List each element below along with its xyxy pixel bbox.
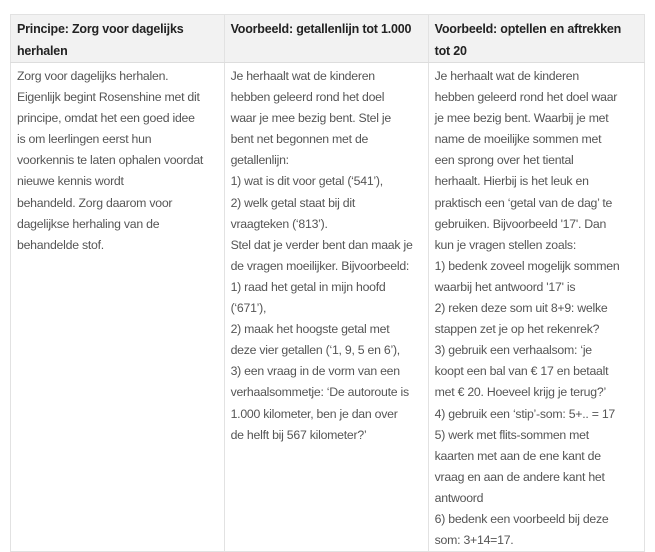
text-line: waar je mee bezig bent. Stel je <box>230 111 391 126</box>
text-line: kun je vragen stellen zoals: <box>434 237 576 252</box>
text-line: de vragen moeilijker. Bijvoorbeeld: <box>230 258 410 273</box>
text-line: Je herhaalt wat de kinderen <box>230 69 375 83</box>
text-line: tot 20 <box>434 44 467 58</box>
text-line: gebruiken. Bijvoorbeeld '17'. Dan <box>434 216 607 231</box>
text-line: Voorbeeld: optellen en aftrekken <box>434 22 622 36</box>
text-line: principe, omdat het een goed idee <box>17 111 195 126</box>
text-line: deze vier getallen (‘1, 9, 5 en 6’), <box>230 343 400 358</box>
text-line: herhaalt. Hierbij is het leuk en <box>434 174 589 189</box>
text-line: 2) welk getal staat bij dit <box>230 195 356 210</box>
text-line: 2) maak het hoogste getal met <box>230 322 390 337</box>
text-line: antwoord <box>434 490 484 505</box>
text-line: Stel dat je verder bent dan maak je <box>230 237 413 252</box>
text-line: vraagteken (‘813’). <box>230 216 328 231</box>
text-line: dagelijkse herhaling van de <box>17 216 160 231</box>
principle-table <box>10 14 645 552</box>
header-principle <box>11 15 225 63</box>
text-line: herhalen <box>17 44 68 58</box>
text-line: 1) wat is dit voor getal (‘541’), <box>230 174 383 189</box>
text-line: een sprong over het tiental <box>434 153 574 168</box>
text-line: nieuwe kennis wordt <box>17 174 124 189</box>
text-line: koopt een bal van € 17 en betaalt <box>434 364 609 379</box>
text-line: Zorg voor dagelijks herhalen. <box>17 69 169 83</box>
text-line: kaarten met aan de ene kant de <box>434 448 601 463</box>
text-line: 1.000 kilometer, ben je dan over <box>230 406 398 421</box>
text-line: 3) gebruik een verhaalsom: ‘je <box>434 343 592 358</box>
text-line: 1) raad het getal in mijn hoofd <box>230 279 386 294</box>
text-line: je mee bezig bent. Waarbij je met <box>434 111 609 126</box>
text-line: 2) reken deze som uit 8+9: welke <box>434 301 608 316</box>
text-line: waarbij het antwoord '17' is <box>434 279 576 294</box>
text-line: hebben geleerd rond het doel waar <box>434 90 618 105</box>
text-line: praktisch een ‘getal van de dag’ te <box>434 195 613 210</box>
text-line: behandelde stof. <box>17 237 104 252</box>
header-row <box>11 15 645 63</box>
text-line: Je herhaalt wat de kinderen <box>434 69 579 83</box>
text-line: met € 20. Hoeveel krijg je terug?’ <box>434 385 606 400</box>
text-line: (‘671’), <box>230 301 267 316</box>
text-line: is om leerlingen eerst hun <box>17 132 152 147</box>
table-row <box>11 63 645 552</box>
text-line: stappen zet je op het rekenrek? <box>434 322 600 337</box>
header-example-numberline <box>224 15 428 63</box>
text-line: 5) werk met flits-sommen met <box>434 427 589 442</box>
cell-example-addition <box>428 63 644 552</box>
text-line: 3) een vraag in de vorm van een <box>230 364 400 379</box>
text-line: voorkennis te laten ophalen voordat <box>17 153 204 168</box>
header-example-addition <box>428 15 644 63</box>
text-line: name de moeilijke sommen met <box>434 132 602 147</box>
text-line: Principe: Zorg voor dagelijks <box>17 22 184 36</box>
text-line: som: 3+14=17. <box>434 533 514 548</box>
text-line: behandeld. Zorg daarom voor <box>17 195 173 210</box>
text-line: 4) gebruik een ‘stip’-som: 5+.. = 17 <box>434 406 615 421</box>
text-line: vraag en aan de andere kant het <box>434 469 605 484</box>
text-line: getallenlijn: <box>230 153 289 168</box>
text-line: bent net begonnen met de <box>230 132 369 147</box>
text-line: de helft bij 567 kilometer?’ <box>230 427 367 442</box>
text-line: 6) bedenk een voorbeeld bij deze <box>434 511 609 526</box>
cell-example-numberline <box>224 63 428 552</box>
cell-principle <box>11 63 225 552</box>
text-line: Voorbeeld: getallenlijn tot 1.000 <box>230 22 412 36</box>
text-line: hebben geleerd rond het doel <box>230 90 385 105</box>
text-line: 1) bedenk zoveel mogelijk sommen <box>434 258 620 273</box>
text-line: Eigenlijk begint Rosenshine met dit <box>17 90 200 105</box>
text-line: verhaalsommetje: ‘De autoroute is <box>230 385 409 400</box>
